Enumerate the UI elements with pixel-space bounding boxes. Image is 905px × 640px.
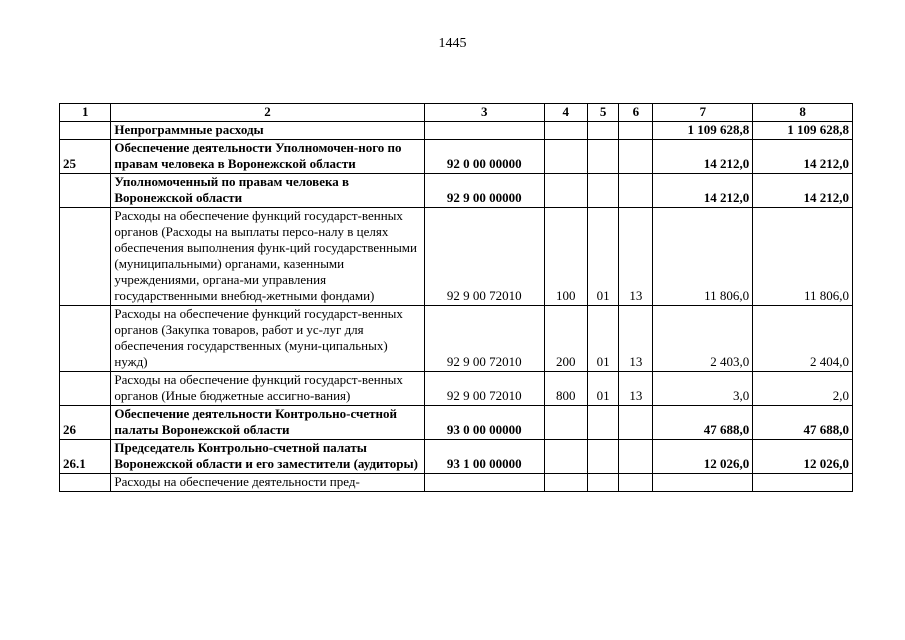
- row-amount-2: 14 212,0: [753, 140, 853, 174]
- row-amount-2: 2,0: [753, 372, 853, 406]
- row-pr: 13: [619, 208, 653, 306]
- table-row: [60, 306, 853, 372]
- row-name: Обеспечение деятельности Контрольно-счетной палаты Воронежской области: [111, 406, 424, 440]
- row-code: 92 9 00 72010: [424, 372, 544, 406]
- row-name: Расходы на обеспечение функций государст-венных органов (Закупка товаров, работ и ус-луг для обеспечения государственных (муни-ципальных) нужд): [111, 306, 424, 372]
- row-pr: 13: [619, 372, 653, 406]
- table-row: [60, 122, 853, 140]
- row-pr: 13: [619, 306, 653, 372]
- row-vr: [544, 474, 587, 492]
- row-amount-2: 11 806,0: [753, 208, 853, 306]
- row-number: [60, 122, 111, 140]
- table-row: [60, 174, 853, 208]
- row-name: Обеспечение деятельности Уполномочен-ного по правам человека в Воронежской области: [111, 140, 424, 174]
- row-amount-1: 14 212,0: [653, 174, 753, 208]
- row-number: [60, 372, 111, 406]
- row-amount-2: 47 688,0: [753, 406, 853, 440]
- row-amount-1: 1 109 628,8: [653, 122, 753, 140]
- row-number: 26.1: [60, 440, 111, 474]
- row-rz: 01: [587, 208, 618, 306]
- row-vr: [544, 140, 587, 174]
- row-rz: [587, 174, 618, 208]
- header-cell: 4: [544, 104, 587, 122]
- row-name: Расходы на обеспечение функций государст-венных органов (Расходы на выплаты персо-налу в целях обеспечения выполнения функ-ций государственными (муниципальными) органами, казенными учреждениями, органа-ми управления государственными внебюд-жетными фондами): [111, 208, 424, 306]
- row-name: Расходы на обеспечение функций государст-венных органов (Иные бюджетные ассигно-вания): [111, 372, 424, 406]
- row-rz: [587, 474, 618, 492]
- header-cell: 1: [60, 104, 111, 122]
- row-amount-2: 1 109 628,8: [753, 122, 853, 140]
- table-row: [60, 406, 853, 440]
- row-name: Непрограммные расходы: [111, 122, 424, 140]
- header-cell: 8: [753, 104, 853, 122]
- row-code: [424, 474, 544, 492]
- row-pr: [619, 174, 653, 208]
- row-pr: [619, 140, 653, 174]
- row-rz: 01: [587, 372, 618, 406]
- row-number: 26: [60, 406, 111, 440]
- row-amount-2: [753, 474, 853, 492]
- row-code: 92 0 00 00000: [424, 140, 544, 174]
- row-amount-1: 11 806,0: [653, 208, 753, 306]
- row-amount-1: 47 688,0: [653, 406, 753, 440]
- row-code: [424, 122, 544, 140]
- row-number: [60, 474, 111, 492]
- row-amount-1: [653, 474, 753, 492]
- row-vr: [544, 174, 587, 208]
- row-pr: [619, 122, 653, 140]
- row-amount-1: 14 212,0: [653, 140, 753, 174]
- row-amount-2: 12 026,0: [753, 440, 853, 474]
- row-name: Председатель Контрольно-счетной палаты Воронежской области и его заместители (аудиторы): [111, 440, 424, 474]
- row-pr: [619, 474, 653, 492]
- row-amount-2: 2 404,0: [753, 306, 853, 372]
- table-row: [60, 474, 853, 492]
- row-code: 92 9 00 72010: [424, 208, 544, 306]
- row-rz: [587, 122, 618, 140]
- row-name: Уполномоченный по правам человека в Воронежской области: [111, 174, 424, 208]
- row-name: Расходы на обеспечение деятельности пред-: [111, 474, 424, 492]
- table-row: [60, 372, 853, 406]
- row-amount-2: 14 212,0: [753, 174, 853, 208]
- table-header-row: [60, 104, 853, 122]
- row-rz: 01: [587, 306, 618, 372]
- table-row: [60, 440, 853, 474]
- row-vr: 100: [544, 208, 587, 306]
- header-cell: 7: [653, 104, 753, 122]
- row-code: 93 1 00 00000: [424, 440, 544, 474]
- row-number: 25: [60, 140, 111, 174]
- header-cell: 3: [424, 104, 544, 122]
- row-rz: [587, 440, 618, 474]
- row-rz: [587, 140, 618, 174]
- row-vr: [544, 122, 587, 140]
- row-code: 92 9 00 72010: [424, 306, 544, 372]
- row-amount-1: 2 403,0: [653, 306, 753, 372]
- row-amount-1: 12 026,0: [653, 440, 753, 474]
- row-vr: 800: [544, 372, 587, 406]
- row-number: [60, 174, 111, 208]
- row-pr: [619, 440, 653, 474]
- row-vr: 200: [544, 306, 587, 372]
- row-code: 92 9 00 00000: [424, 174, 544, 208]
- page-number: 1445: [438, 36, 467, 51]
- row-vr: [544, 406, 587, 440]
- header-cell: 6: [619, 104, 653, 122]
- budget-table: [59, 103, 853, 492]
- row-rz: [587, 406, 618, 440]
- row-pr: [619, 406, 653, 440]
- row-vr: [544, 440, 587, 474]
- row-number: [60, 208, 111, 306]
- header-cell: 2: [111, 104, 424, 122]
- table-row: [60, 140, 853, 174]
- header-cell: 5: [587, 104, 618, 122]
- table-row: [60, 208, 853, 306]
- row-number: [60, 306, 111, 372]
- row-code: 93 0 00 00000: [424, 406, 544, 440]
- row-amount-1: 3,0: [653, 372, 753, 406]
